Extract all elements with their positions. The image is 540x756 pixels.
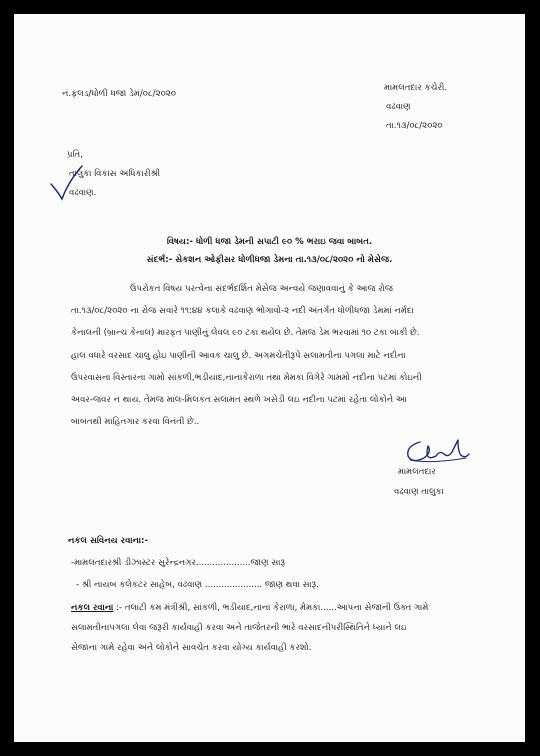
forward-text: :- તલાટી કમ મંત્રીશ્રી, સાંકળી, ભડીયાદ,નાના કેરાળા, મેમકા......આપના સેજાની ઉક્ત ગામે <box>113 603 429 613</box>
signatory-designation: મામલતદાર <box>398 467 436 477</box>
letter-page <box>14 14 525 742</box>
reference-number: નં.ફલડ/ધોળી ધજા ડેમ/૦૮/૨૦૨૦ <box>62 89 176 99</box>
body-line: અવર-જવર ન થાય. તેમજ માલ-મિલકત સલામત સ્થળે ખસેડી લઇ નદીના પટમાં રહેતા લોકોને આ <box>71 395 407 405</box>
forward-label: નકલ રવાના <box>71 603 114 613</box>
subject-line: વિષય:- ધોળી ધજા ડેમની સપાટી ૯૦ % ભરાઇ જવા બાબત. <box>166 237 373 247</box>
signatory-taluka: વઢવાણ તાલુકા <box>394 487 444 497</box>
recipient-place: વઢવાણ. <box>69 188 97 198</box>
letter-date: તા.૧૩/૦૮/૨૦૨૦ <box>386 121 443 131</box>
copies-heading: નકલ સવિનય રવાના:- <box>68 536 149 546</box>
reference-line: સંદર્ભ:- સેકશન ઓફીસર ધોળીધજા ડેમના તા.૧૩/૦૮/૨૦૨૦ નો મેસેજ. <box>146 255 393 265</box>
copy-line: -મામલતદારશ્રી ડીઝાસ્ટર સુરેન્દ્રનગર....................જાણ સારૂ <box>71 558 286 568</box>
body-line: કેનાલની (બ્રાન્ચ કેનાલ) મારફત પાણીનું લેવલ ૯૦ ટકા થયેલ છે. તેમજ ડેમ ભરવામાં ૧૦ ટકા બાકી છે. <box>71 328 420 338</box>
recipient-prefix: પ્રતિ, <box>67 150 83 160</box>
body-line: તા.૧૩/૦૮/૨૦૨૦ ના રોજ સવારે ૧૧:૪૪ કલાકે વઢવાણ ભોગાવો-૨ નદી અંતર્ગત ધોળીધજા ડેમમાં નર્મદા <box>71 306 414 316</box>
recipient-title: તાલુકા વિકાસ અધિકારીશ્રી <box>69 169 161 179</box>
body-line: બાબતથી માહિતગાર કરવા વિનંતી છે.. <box>71 417 200 427</box>
tick-mark-icon <box>48 162 84 202</box>
office-name: મામલતદાર કચેરી. <box>384 83 448 93</box>
forward-line <box>71 602 428 614</box>
body-line: ઉપરોકત વિષય પરત્વેના સંદર્ભદર્શિત મેસેજ અન્વયે જણાવવાનું કે આજ રોજ <box>130 284 394 294</box>
signature-icon <box>402 436 472 468</box>
office-city: વઢવાણ <box>386 102 411 112</box>
copy-line: સેજાના ગામે રહેવા અને લોકોને સાવચેત કરવા યોગ્ય કાર્યવાહી કરશો. <box>71 643 312 653</box>
copy-line: સલામતીનાપગલા લેવા જરૂરી કાર્યવાહી કરવા અને તાજેતરની ભારે વરસાદનીપરીસ્થિતિને ધ્યાને લઇ <box>71 623 407 633</box>
body-line: ઉપરવાસના વિસ્તારના ગામો સાંકળી,ભડીયાદ,નાનાકેરાળા તથા મેમકા વિગેરે ગામમો નદીના પટમાં કોઇની <box>71 373 422 383</box>
copy-line: - શ્રી નાયબ કલેકટર સાહેબ, વઢવાણ ..................... જાણ થવા સારૂ. <box>76 580 319 590</box>
body-line: હાલ વધારે વરસાદ ચાલુ હોઇ પાણીની આવક ચાલુ છે. અગમચેતીરૂપે સલામતીના પગલા માટે નદીના <box>71 351 406 361</box>
